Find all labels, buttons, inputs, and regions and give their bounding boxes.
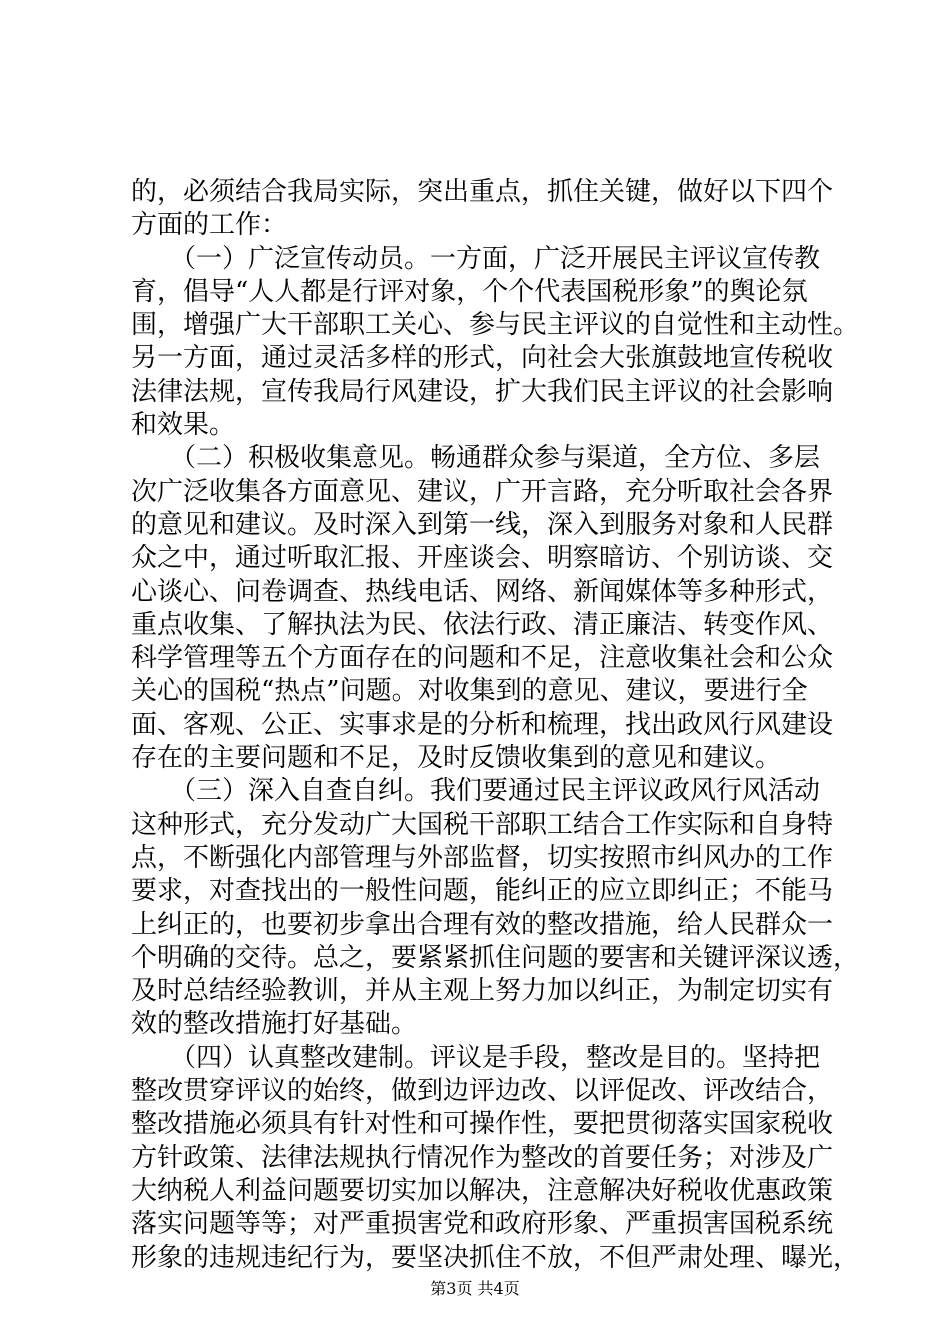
text-line-9: （二）积极收集意见。畅通群众参与渠道，全方位、多层 xyxy=(131,443,821,474)
text-line-4: 育，倡导“人人都是行评对象，个个代表国税形象”的舆论氛 xyxy=(131,276,808,307)
text-line-14: 重点收集、了解执法为民、依法行政、清正廉洁、转变作风、 xyxy=(131,609,834,640)
text-line-18: 存在的主要问题和不足，及时反馈收集到的意见和建议。 xyxy=(131,743,782,774)
body-text xyxy=(131,176,860,1275)
text-line-32: 落实问题等等；对严重损害党和政府形象、严重损害国税系统 xyxy=(131,1209,834,1240)
text-line-8: 和效果。 xyxy=(131,410,236,441)
text-line-10: 次广泛收集各方面意见、建议，广开言路，充分听取社会各界 xyxy=(131,476,834,507)
text-line-12: 众之中，通过听取汇报、开座谈会、明察暗访、个别访谈、交 xyxy=(131,543,834,574)
text-line-28: 整改贯穿评议的始终，做到边评边改、以评促改、评改结合， xyxy=(131,1076,834,1107)
text-line-33: 形象的违规违纪行为，要坚决抓住不放，不但严肃处理、曝光， xyxy=(131,1242,860,1273)
text-line-26: 效的整改措施打好基础。 xyxy=(131,1009,418,1040)
text-line-31: 大纳税人利益问题要切实加以解决，注意解决好税收优惠政策 xyxy=(131,1175,834,1206)
text-line-30: 方针政策、法律法规执行情况作为整改的首要任务；对涉及广 xyxy=(131,1142,834,1173)
text-line-5: 围，增强广大干部职工关心、参与民主评议的自觉性和主动性。 xyxy=(131,310,860,341)
text-line-3: （一）广泛宣传动员。一方面，广泛开展民主评议宣传教 xyxy=(131,243,821,274)
text-line-22: 要求，对查找出的一般性问题，能纠正的应立即纠正；不能马 xyxy=(131,876,834,907)
text-line-20: 这种形式，充分发动广大国税干部职工结合工作实际和自身特 xyxy=(131,809,834,840)
text-line-7: 法律法规，宣传我局行风建设，扩大我们民主评议的社会影响 xyxy=(131,376,834,407)
text-line-21: 点，不断强化内部管理与外部监督，切实按照市纠风办的工作 xyxy=(131,842,834,873)
text-line-2: 方面的工作： xyxy=(131,210,288,241)
text-line-1: 的，必须结合我局实际，突出重点，抓住关键，做好以下四个 xyxy=(131,177,834,207)
text-line-27: （四）认真整改建制。评议是手段，整改是目的。坚持把 xyxy=(131,1042,821,1073)
text-line-16: 关心的国税“热点”问题。对收集到的意见、建议，要进行全 xyxy=(131,676,808,707)
page-footer: 第3页 共4页 xyxy=(430,1279,520,1298)
text-line-24: 个明确的交待。总之，要紧紧抓住问题的要害和关键评深议透， xyxy=(131,942,860,973)
text-line-11: 的意见和建议。及时深入到第一线，深入到服务对象和人民群 xyxy=(131,509,834,540)
text-line-17: 面、客观、公正、实事求是的分析和梳理，找出政风行风建设 xyxy=(131,709,834,740)
text-line-19: （三）深入自查自纠。我们要通过民主评议政风行风活动 xyxy=(131,776,821,807)
text-line-25: 及时总结经验教训，并从主观上努力加以纠正，为制定切实有 xyxy=(131,976,834,1007)
text-line-13: 心谈心、问卷调查、热线电话、网络、新闻媒体等多种形式， xyxy=(131,576,834,607)
text-line-29: 整改措施必须具有针对性和可操作性，要把贯彻落实国家税收 xyxy=(131,1109,834,1140)
text-line-15: 科学管理等五个方面存在的问题和不足，注意收集社会和公众 xyxy=(131,643,834,674)
text-line-6: 另一方面，通过灵活多样的形式，向社会大张旗鼓地宣传税收 xyxy=(131,343,834,374)
text-line-23: 上纠正的，也要初步拿出合理有效的整改措施，给人民群众一 xyxy=(131,909,834,940)
